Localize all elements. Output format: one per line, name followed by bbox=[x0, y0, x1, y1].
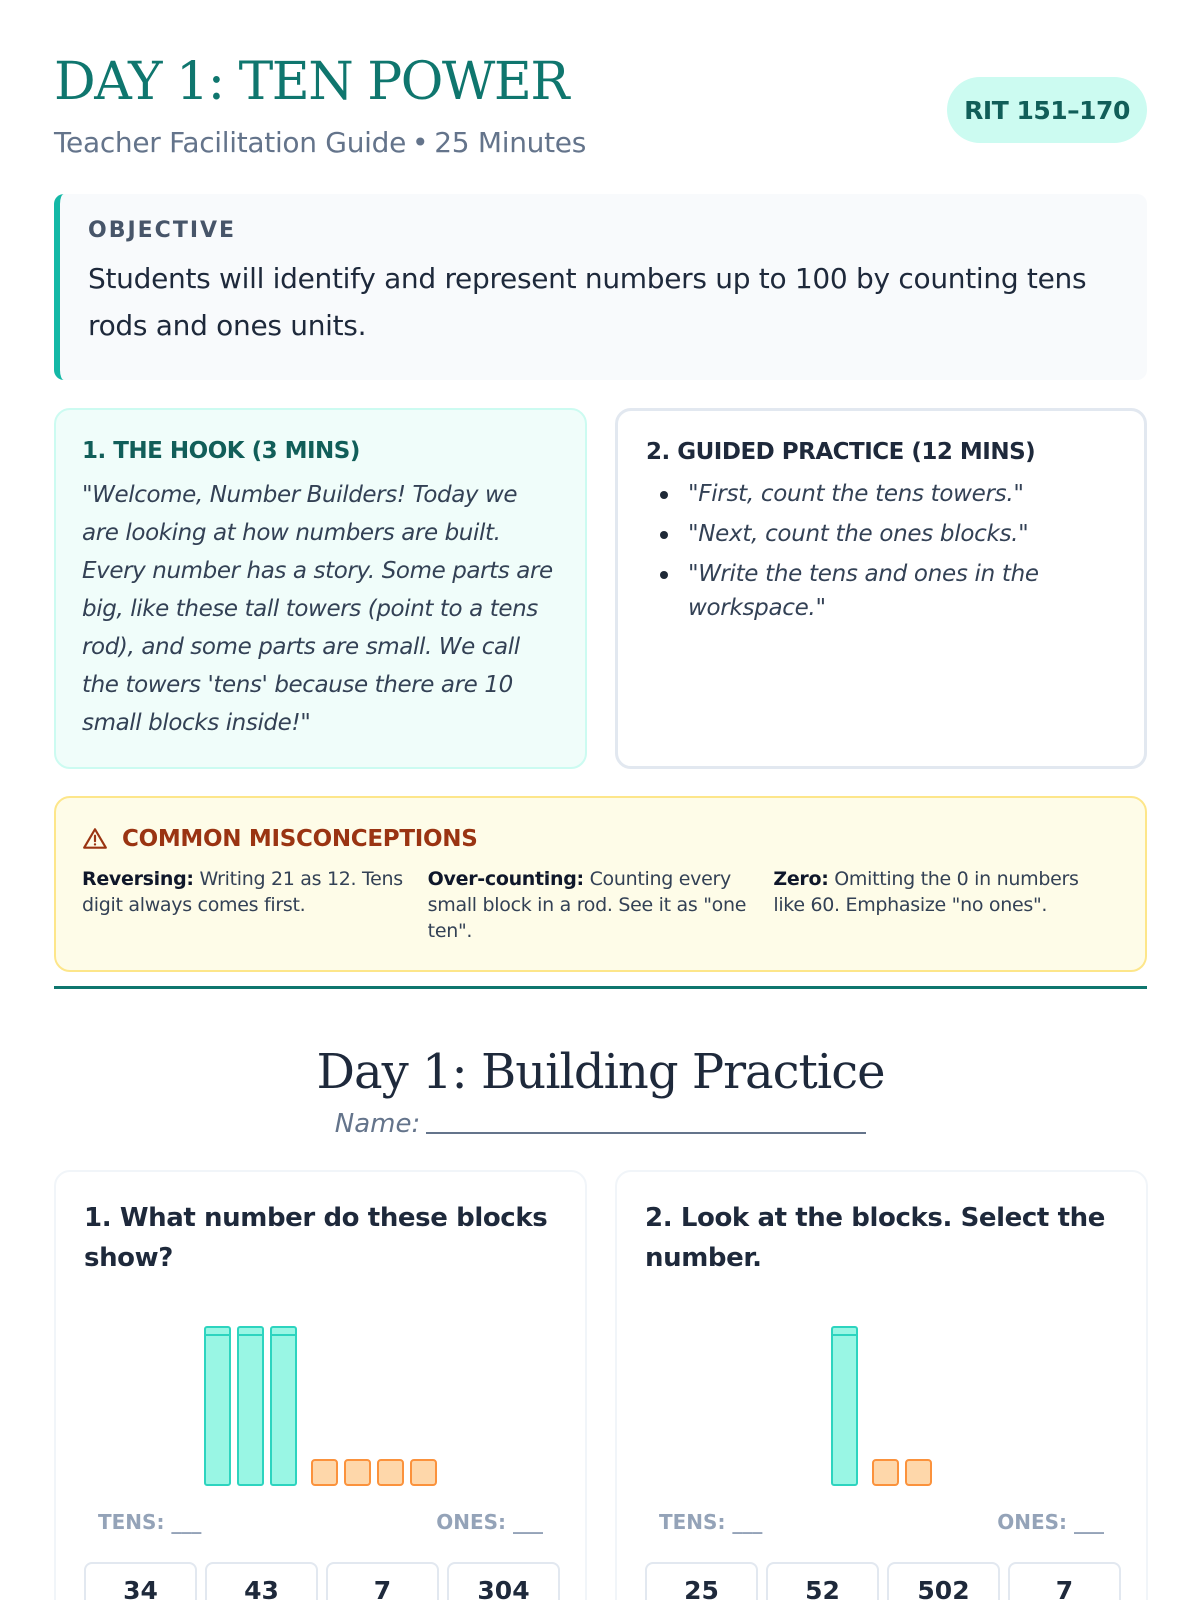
list-item: "Write the tens and ones in the workspace." bbox=[646, 557, 1116, 625]
subtitle-separator: • bbox=[412, 126, 429, 159]
question-card-2 bbox=[615, 1170, 1148, 1600]
answer-option-button[interactable]: 34 bbox=[84, 1562, 197, 1600]
objective-label: OBJECTIVE bbox=[88, 218, 237, 243]
ones-unit bbox=[872, 1459, 899, 1486]
misconception-term: Reversing: bbox=[82, 868, 194, 890]
answer-option-button[interactable]: 502 bbox=[887, 1562, 1000, 1600]
ones-label: ONES: ___ bbox=[997, 1510, 1104, 1534]
misconception-item bbox=[82, 866, 428, 944]
practice-title: Day 1: Building Practice bbox=[316, 1044, 885, 1100]
ones-unit bbox=[311, 1459, 338, 1486]
misconceptions-list bbox=[82, 866, 1119, 944]
misconception-text: Counting every small block in a rod. See it as "one ten". bbox=[427, 868, 747, 942]
tens-ones-labels bbox=[659, 1510, 1104, 1534]
hook-title: 1. THE HOOK (3 MINS) bbox=[82, 438, 360, 464]
question-prompt: 1. What number do these blocks show? bbox=[84, 1203, 548, 1273]
name-label: Name: bbox=[334, 1109, 421, 1139]
answer-options bbox=[84, 1562, 560, 1600]
question-prompt: 2. Look at the blocks. Select the number. bbox=[645, 1203, 1105, 1273]
ones-label: ONES: ___ bbox=[436, 1510, 543, 1534]
question-card-1 bbox=[54, 1170, 587, 1600]
name-field bbox=[54, 1108, 1147, 1139]
rit-badge: RIT 151–170 bbox=[947, 77, 1147, 143]
ones-unit bbox=[410, 1459, 437, 1486]
answer-option-button[interactable]: 52 bbox=[766, 1562, 879, 1600]
ones-unit bbox=[344, 1459, 371, 1486]
warning-icon bbox=[82, 826, 108, 852]
objective-box bbox=[54, 194, 1147, 380]
section-divider bbox=[54, 986, 1147, 989]
tens-ones-labels bbox=[98, 1510, 543, 1534]
answer-option-button[interactable]: 7 bbox=[326, 1562, 439, 1600]
answer-option-button[interactable]: 43 bbox=[205, 1562, 318, 1600]
header bbox=[54, 0, 1147, 190]
answer-option-button[interactable]: 7 bbox=[1008, 1562, 1121, 1600]
subtitle-duration: 25 Minutes bbox=[434, 126, 587, 159]
hook-card bbox=[54, 408, 587, 769]
guided-title: 2. GUIDED PRACTICE (12 MINS) bbox=[646, 439, 1036, 465]
page-subtitle bbox=[54, 126, 586, 159]
tens-rod bbox=[831, 1326, 858, 1486]
page-title: DAY 1: TEN POWER bbox=[54, 52, 568, 112]
lesson-page bbox=[54, 0, 1147, 1600]
misconceptions-title: COMMON MISCONCEPTIONS bbox=[122, 826, 478, 852]
objective-text: Students will identify and represent numbers up to 100 by counting tens rods and ones units. bbox=[88, 262, 1087, 342]
guided-steps-list bbox=[646, 477, 1116, 625]
name-input[interactable] bbox=[426, 1108, 866, 1134]
answer-option-button[interactable]: 25 bbox=[645, 1562, 758, 1600]
guided-practice-card bbox=[615, 408, 1147, 769]
base-ten-blocks bbox=[56, 1320, 585, 1486]
list-item: "Next, count the ones blocks." bbox=[646, 517, 1116, 551]
subtitle-guide: Teacher Facilitation Guide bbox=[54, 126, 407, 159]
misconception-item bbox=[773, 866, 1119, 944]
ones-unit bbox=[905, 1459, 932, 1486]
misconception-term: Zero: bbox=[773, 868, 829, 890]
misconceptions-header bbox=[82, 826, 1119, 852]
ones-unit bbox=[377, 1459, 404, 1486]
base-ten-blocks bbox=[617, 1320, 1146, 1486]
answer-options bbox=[645, 1562, 1121, 1600]
misconception-text: Writing 21 as 12. Tens digit always comes first. bbox=[82, 868, 403, 916]
misconceptions-box bbox=[54, 796, 1147, 972]
tens-label: TENS: ___ bbox=[659, 1510, 763, 1534]
misconception-item bbox=[428, 866, 774, 944]
tens-rod bbox=[237, 1326, 264, 1486]
list-item: "First, count the tens towers." bbox=[646, 477, 1116, 511]
tens-rod bbox=[204, 1326, 231, 1486]
tens-rod bbox=[270, 1326, 297, 1486]
misconception-text: Omitting the 0 in numbers like 60. Emphasize "no ones". bbox=[773, 868, 1079, 916]
hook-quote: "Welcome, Number Builders! Today we are looking at how numbers are built. Every number has a story. Some parts are big, like these tall towers (point to a tens rod), and some parts are small. We call the towers 'tens' because there are 10 small blocks inside!" bbox=[82, 482, 553, 736]
tens-label: TENS: ___ bbox=[98, 1510, 202, 1534]
answer-option-button[interactable]: 304 bbox=[447, 1562, 560, 1600]
misconception-term: Over-counting: bbox=[427, 868, 584, 890]
